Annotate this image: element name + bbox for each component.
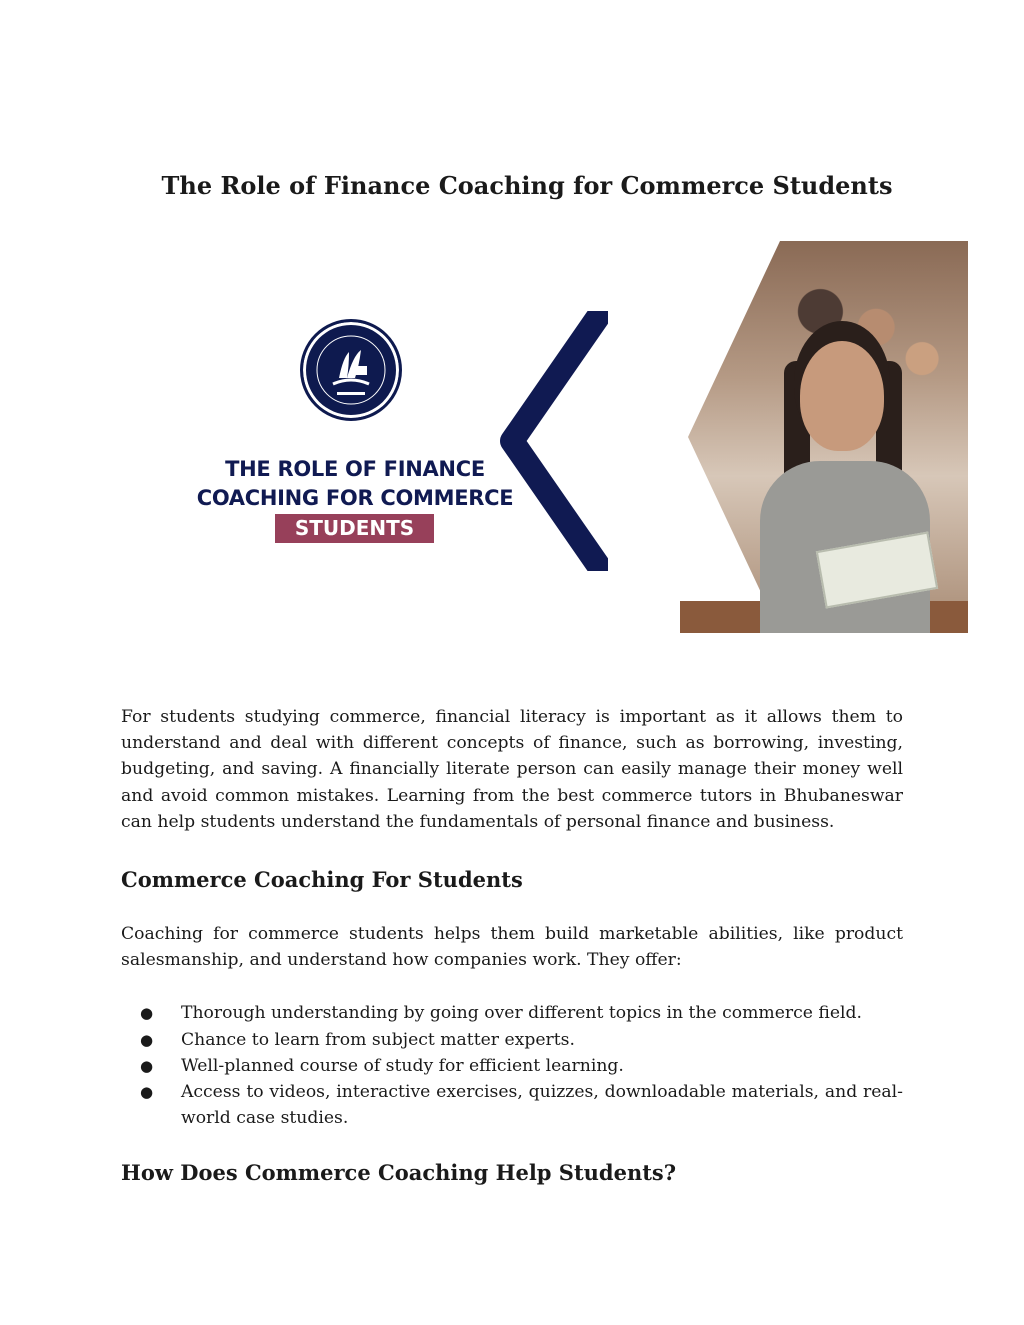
list-item — [121, 1000, 903, 1026]
list-item — [121, 1079, 903, 1131]
benefits-list — [121, 1000, 903, 1131]
list-item-text: Well-planned course of study for efficient learning. — [181, 1055, 624, 1076]
bullet-icon: ● — [140, 1030, 154, 1049]
banner-students-badge: STUDENTS — [275, 514, 434, 543]
intro-paragraph: For students studying commerce, financial literacy is important as it allows them to understand and deal with different concepts of finance, such as borrowing, investing, budgeting, and saving. A financially literate person can easily manage their money well and avoid common mistakes. Learning from the best commerce tutors in Bhubaneswar can help students understand the fundamentals of personal finance and business. — [121, 707, 903, 832]
section-paragraph: Coaching for commerce students helps them build marketable abilities, like product salesmanship, and understand how companies work. They offer: — [121, 924, 903, 971]
logo-emblem-icon — [303, 322, 399, 418]
student-head — [800, 341, 884, 451]
section-heading-how-coaching-helps: How Does Commerce Coaching Help Students? — [121, 1160, 677, 1186]
list-item — [121, 1053, 903, 1079]
banner-headline-line-2: COACHING FOR COMMERCE — [196, 486, 514, 510]
list-item-text: Chance to learn from subject matter experts. — [181, 1029, 575, 1050]
iac-logo-seal — [300, 319, 402, 421]
section-heading-commerce-coaching: Commerce Coaching For Students — [121, 867, 523, 893]
bullet-icon: ● — [140, 1056, 154, 1075]
chevron-left-shape — [498, 311, 608, 571]
student-figure — [760, 341, 930, 633]
list-item-text: Thorough understanding by going over different topics in the commerce field. — [181, 1003, 862, 1024]
list-item-text: Access to videos, interactive exercises, quizzes, downloadable materials, and real-world case studies. — [181, 1082, 903, 1129]
hero-banner — [120, 241, 968, 633]
article-body — [121, 704, 903, 1187]
list-item — [121, 1027, 903, 1053]
page-title: The Role of Finance Coaching for Commerce Students — [161, 171, 893, 200]
bullet-icon: ● — [140, 1004, 154, 1023]
banner-headline-line-1: THE ROLE OF FINANCE — [225, 457, 485, 481]
bullet-icon: ● — [140, 1083, 154, 1102]
